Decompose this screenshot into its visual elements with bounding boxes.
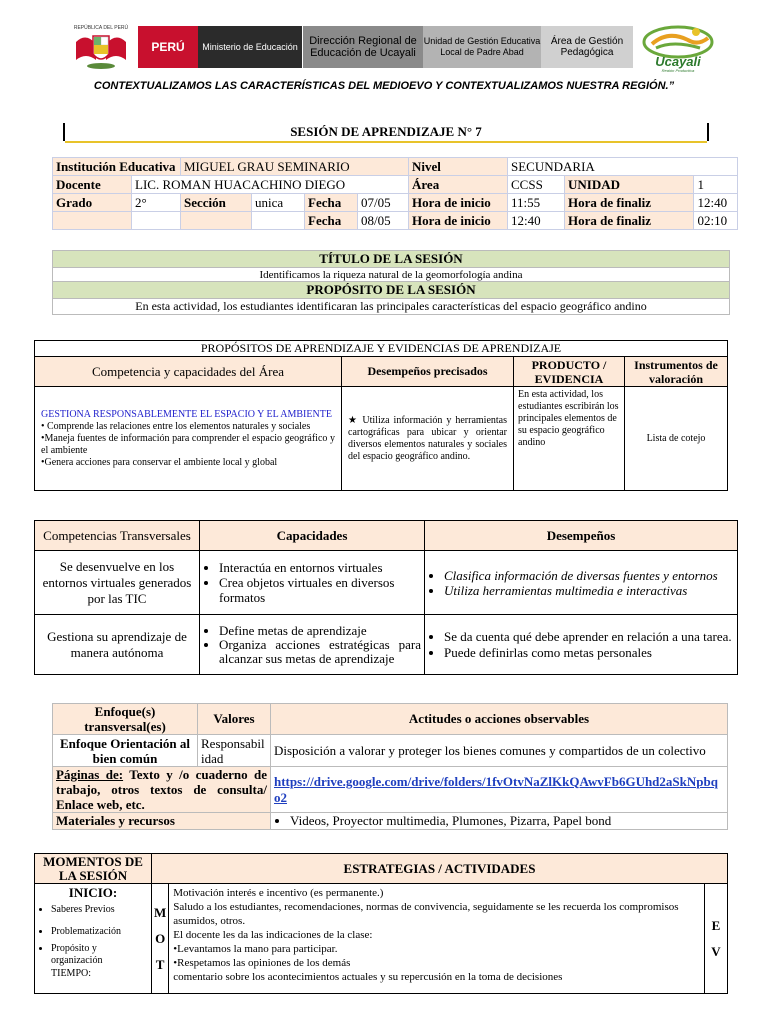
regla-respeto: •Respetamos las opiniones de los demás [173, 957, 351, 969]
grado-value: 2° [132, 194, 181, 212]
mot-letter-t: T [155, 956, 165, 972]
docente-value: LIC. ROMAN HUACACHINO DIEGO [132, 176, 409, 194]
fecha-label: Fecha [305, 194, 358, 212]
saludo-text: Saludo a los estudiantes, recomendaciones, normas de convivencia, seguidamente se les recuerda los compromisos asumidos, otros. [173, 901, 679, 927]
titulo-table [52, 250, 730, 315]
header-banner [60, 22, 740, 72]
hora-fin-label: Hora de finaliz [565, 194, 694, 212]
drive-link[interactable]: https://drive.google.com/drive/folders/1fvOtvNaZlKkQAwvFb6GUhd2aSkNpbqo2 [274, 773, 718, 805]
momento-proposito: • Propósito y organización [51, 943, 147, 967]
transversales-table [34, 520, 738, 675]
nivel-value: SECUNDARIA [508, 158, 738, 176]
momentos-table [34, 853, 728, 994]
ie-label: Institución Educativa [53, 158, 181, 176]
col-desempenos: Desempeños precisados [342, 357, 514, 387]
hora-fin-2: 02:10 [694, 212, 738, 230]
seccion-value: unica [252, 194, 305, 212]
desempeno-cell: ★ Utiliza información y herramientas cartográficas para ubicar y orientar diversos elementos naturales y sociales del espacio geográfico andino. [342, 387, 514, 491]
col-valores: Valores [198, 704, 271, 735]
svg-text:Región Productiva: Región Productiva [661, 68, 695, 72]
proposito-text: En esta actividad, los estudiantes identificaran las principales características del espacio geográfico andino [53, 299, 730, 315]
enfoque-table [52, 703, 728, 830]
col-capacidades: Capacidades [200, 521, 425, 551]
peru-badge: PERÚ [138, 26, 198, 68]
cap-interactua: • Interactúa en entornos virtuales [219, 560, 421, 575]
fecha-1: 07/05 [358, 194, 409, 212]
area-label: Área [409, 176, 508, 194]
enfoque-bien-comun: Enfoque Orientación al bien común [53, 735, 198, 767]
cap-organiza: • Organiza acciones estratégicas para alcanzar sus metas de aprendizaje [219, 638, 421, 666]
valor-responsabilidad: Responsabilidad [198, 735, 271, 767]
producto-cell: En esta actividad, los estudiantes escribirán los principales elementos de su espacio geográfico andino [514, 387, 625, 491]
hora-fin-1: 12:40 [694, 194, 738, 212]
seccion-label: Sección [181, 194, 252, 212]
session-number: SESIÓN DE APRENDIZAJE N° 7 [63, 123, 709, 141]
hora-inicio-2: 12:40 [508, 212, 565, 230]
comp-autonoma: Gestiona su aprendizaje de manera autónoma [35, 615, 200, 675]
tiempo-label: TIEMPO: [51, 968, 91, 979]
indicaciones-text: El docente les da las indicaciones de la clase: [173, 929, 373, 941]
comp-tic: Se desenvuelve en los entornos virtuales generados por las TIC [35, 551, 200, 615]
ministerio-badge: Ministerio de Educación [198, 26, 302, 68]
momento-problematizacion: • Problematización [51, 921, 147, 943]
col-actitudes: Actitudes o acciones observables [271, 704, 728, 735]
hora-inicio-label: Hora de inicio [409, 194, 508, 212]
titulo-label: TÍTULO DE LA SESIÓN [53, 251, 730, 268]
mot-letter-o: O [155, 930, 166, 946]
des-cuenta: • Se da cuenta qué debe aprender en relación a una tarea. [444, 629, 734, 645]
col-competencia: Competencia y capacidades del Área [35, 357, 342, 387]
des-definir: • Puede definirlas como metas personales [444, 645, 734, 661]
paginas-text: Texto y /o cuaderno de trabajo, otros textos de consulta/ Enlace web, etc. [56, 767, 267, 812]
paginas-label: Páginas de: [56, 767, 124, 782]
comentario-text: comentario sobre los acontecimientos actuales y su repercusión en la toma de decisiones [173, 971, 563, 983]
titulo-text: Identificamos la riqueza natural de la geomorfología andina [53, 268, 730, 282]
capacidad-2: •Maneja fuentes de información para comprender el espacio geográfico y el ambiente [41, 432, 335, 456]
grado-label: Grado [53, 194, 132, 212]
actitud-disposicion: Disposición a valorar y proteger los bienes comunes y compartidos de un colectivo [271, 735, 728, 767]
paginas-cell [53, 767, 271, 813]
ev-letter-e: E [711, 917, 721, 933]
ie-value: MIGUEL GRAU SEMINARIO [181, 158, 409, 176]
competencia-cell [35, 387, 342, 491]
hora-fin-label-2: Hora de finaliz [565, 212, 694, 230]
page-title: CONTEXTUALIZAMOS LAS CARACTERÍSTICAS DEL MEDIOEVO Y CONTEXTUALIZAMOS NUESTRA REGIÓN.” [93, 80, 675, 92]
svg-text:REPÚBLICA DEL PERÚ: REPÚBLICA DEL PERÚ [73, 25, 129, 31]
des-clasifica: • Clasifica información de diversas fuentes y entornos [444, 568, 734, 583]
hora-inicio-label-2: Hora de inicio [409, 212, 508, 230]
regla-mano: •Levantamos la mano para participar. [173, 943, 338, 955]
competencia-title: GESTIONA RESPONSABLEMENTE EL ESPACIO Y EL AMBIENTE [41, 408, 332, 420]
des-utiliza: • Utiliza herramientas multimedia e interactivas [444, 583, 734, 598]
instrumento-cell: Lista de cotejo [625, 387, 728, 491]
docente-label: Docente [53, 176, 132, 194]
nivel-label: Nivel [409, 158, 508, 176]
agp-badge: Área de Gestión Pedagógica [541, 26, 633, 68]
col-desempenos-t: Desempeños [425, 521, 738, 551]
col-enfoque: Enfoque(s) transversal(es) [53, 704, 198, 735]
ev-letter-v: V [711, 943, 721, 959]
hora-inicio-1: 11:55 [508, 194, 565, 212]
col-comp-transversales: Competencias Transversales [35, 521, 200, 551]
cap-define: • Define metas de aprendizaje [219, 624, 421, 638]
momento-saberes: • Saberes Previos [51, 899, 147, 921]
fecha-2: 08/05 [358, 212, 409, 230]
motivacion-text: Motivación interés e incentivo (es permanente.) [173, 887, 384, 899]
area-value: CCSS [508, 176, 565, 194]
fecha-label-2: Fecha [305, 212, 358, 230]
unidad-value: 1 [694, 176, 738, 194]
capacidad-3: •Genera acciones para conservar el ambiente local y global [41, 456, 278, 468]
materiales-list: • Videos, Proyector multimedia, Plumones, Pizarra, Papel bond [290, 813, 724, 829]
col-instrumentos: Instrumentos de valoración [625, 357, 728, 387]
ugel-badge: Unidad de Gestión Educativa Local de Padre Abad [423, 26, 541, 68]
info-table [52, 157, 738, 230]
proposito-label: PROPÓSITO DE LA SESIÓN [53, 282, 730, 299]
col-estrategias: ESTRATEGIAS / ACTIVIDADES [152, 854, 728, 884]
cap-crea: • Crea objetos virtuales en diversos formatos [219, 575, 421, 605]
materiales-label: Materiales y recursos [53, 813, 271, 830]
capacidad-1: • Comprende las relaciones entre los elementos naturales y sociales [41, 420, 311, 432]
peru-seal-logo [66, 22, 136, 72]
inicio-label: INICIO: [68, 885, 118, 900]
svg-text:Ucayali: Ucayali [655, 54, 701, 69]
propositos-header: PROPÓSITOS DE APRENDIZAJE Y EVIDENCIAS DE APRENDIZAJE [35, 341, 728, 357]
mot-letter-m: M [154, 904, 167, 920]
col-producto: PRODUCTO / EVIDENCIA [514, 357, 625, 387]
ucayali-logo [638, 22, 728, 72]
dre-badge: Dirección Regional de Educación de Ucayali [303, 26, 423, 68]
propositos-table [34, 340, 728, 491]
unidad-label: UNIDAD [565, 176, 694, 194]
col-momentos: MOMENTOS DE LA SESIÓN [35, 854, 152, 884]
